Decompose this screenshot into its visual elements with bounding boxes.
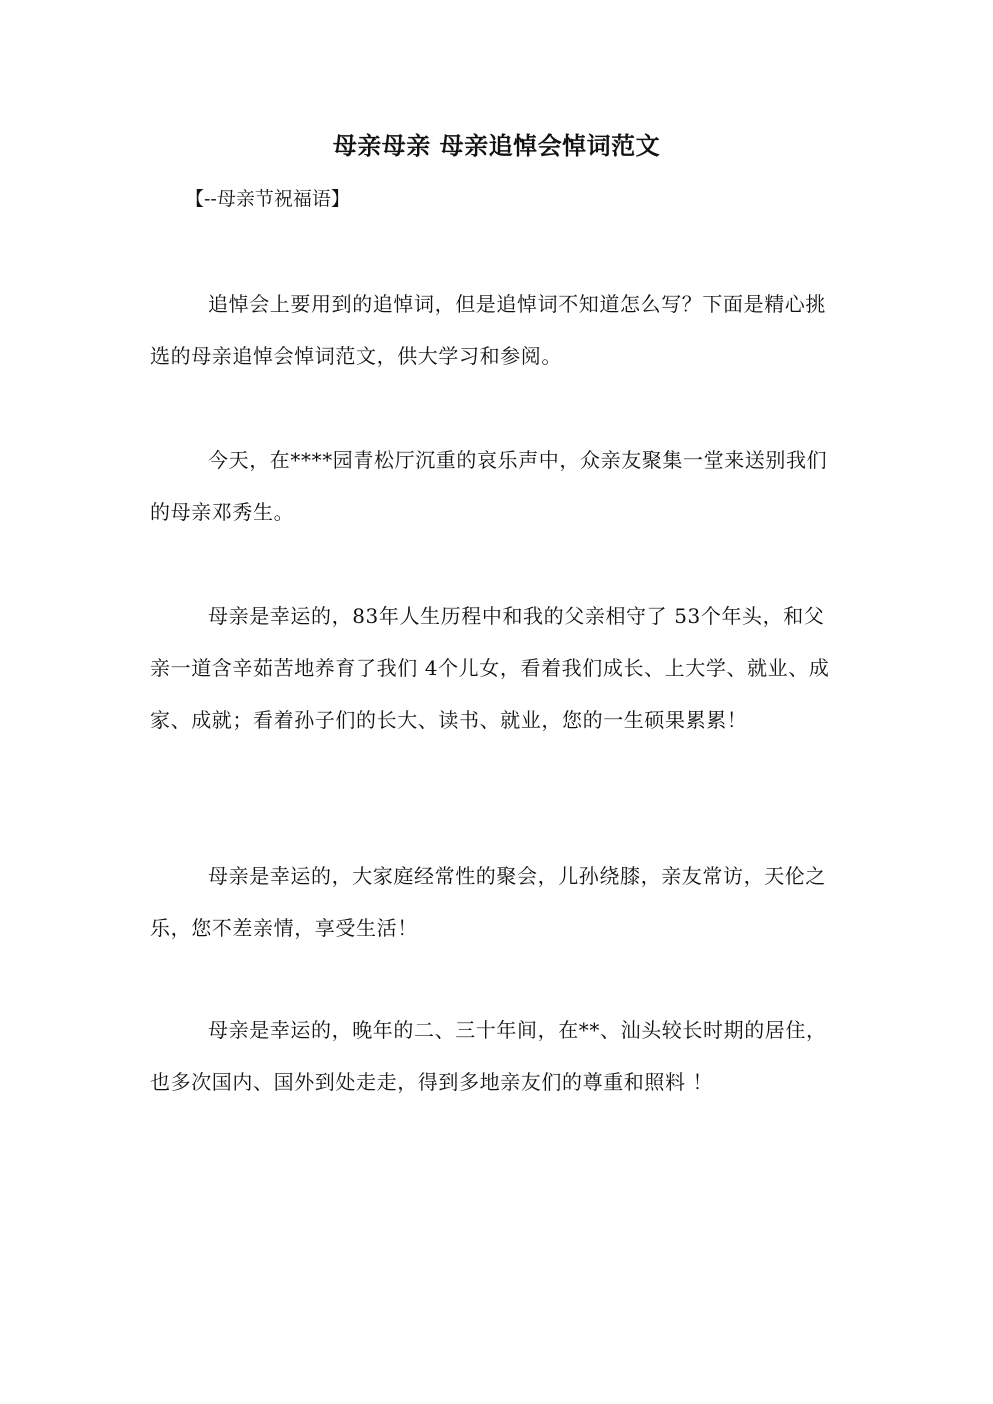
paragraph-family-gathering: 母亲是幸运的，大家庭经常性的聚会，儿孙绕膝，亲友常访，天伦之乐，您不差亲情，享受生活！ <box>150 864 826 940</box>
paragraph-family-life: 母亲是幸运的，83年人生历程中和我的父亲相守了 53个年头，和父亲一道含辛茹苦地养育了我们 4个儿女，看着我们成长、上大学、就业、成家、成就；看着孙子们的长大、读书、就业，您的一生硕果累累！ <box>150 604 830 732</box>
paragraph-intro: 追悼会上要用到的追悼词，但是追悼词不知道怎么写？下面是精心挑选的母亲追悼会悼词范文，供大学习和参阅。 <box>150 292 826 368</box>
document-subtitle: 【--母亲节祝福语】 <box>185 188 350 210</box>
paragraph-later-years: 母亲是幸运的，晚年的二、三十年间，在**、汕头较长时期的居住，也多次国内、国外到处走走，得到多地亲友们的尊重和照料 ！ <box>150 1018 827 1094</box>
document-title: 母亲母亲 母亲追悼会悼词范文 <box>332 131 661 160</box>
paragraph-farewell: 今天，在****园青松厅沉重的哀乐声中，众亲友聚集一堂来送别我们的母亲邓秀生。 <box>150 448 828 524</box>
